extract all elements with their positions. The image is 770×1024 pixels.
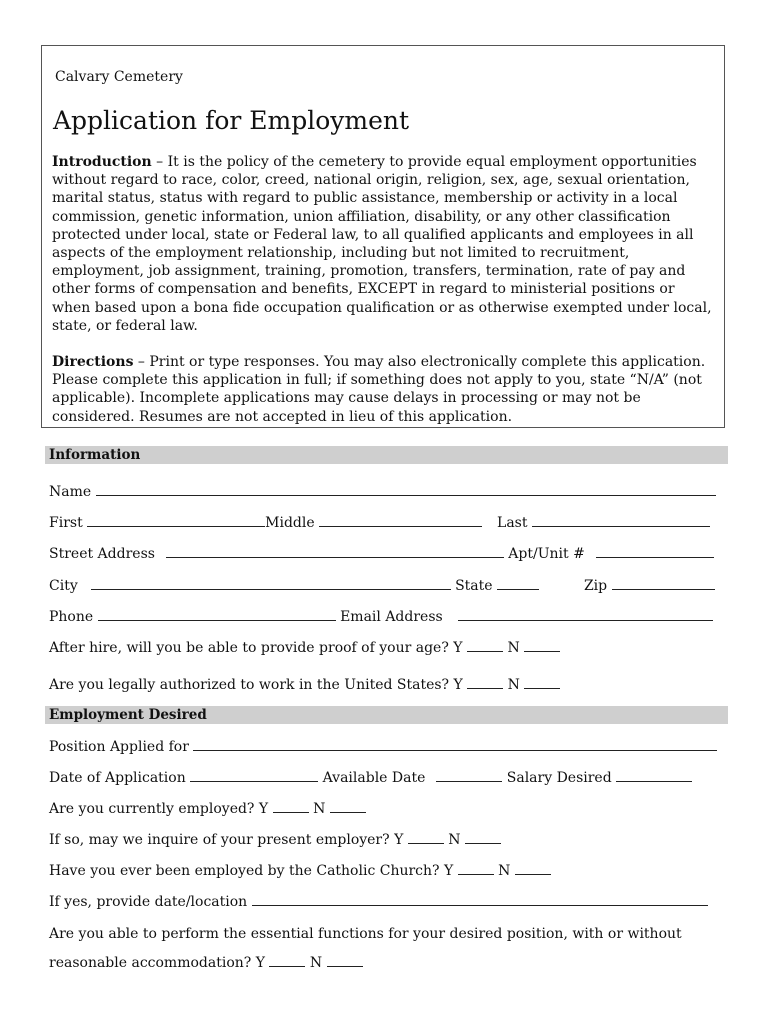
street-label: Street Address <box>49 546 155 562</box>
no-label: N <box>498 863 511 879</box>
city-row <box>49 577 715 594</box>
middle-label: Middle <box>265 515 315 531</box>
address-row <box>49 545 714 562</box>
inquire-employer-question: If so, may we inquire of your present employer? <box>49 832 390 848</box>
auth-yes-field[interactable] <box>467 676 503 689</box>
inquire-yes-field[interactable] <box>408 831 444 844</box>
yes-label: Y <box>453 640 463 656</box>
work-authorization-row <box>49 676 560 693</box>
currently-employed-question: Are you currently employed? <box>49 801 255 817</box>
apt-unit-field[interactable] <box>596 545 714 558</box>
first-name-field[interactable] <box>87 514 265 527</box>
introduction-paragraph <box>52 153 712 335</box>
work-authorization-question: Are you legally authorized to work in the United States? <box>49 677 450 693</box>
yes-label: Y <box>444 863 454 879</box>
date-location-row <box>49 893 708 910</box>
accommodation-no-field[interactable] <box>327 954 363 967</box>
phone-label: Phone <box>49 609 94 625</box>
essential-functions-question: Are you able to perform the essential functions for your desired position, with or without <box>49 926 682 942</box>
yes-label: Y <box>453 677 463 693</box>
no-label: N <box>507 677 520 693</box>
zip-field[interactable] <box>612 577 715 590</box>
no-label: N <box>507 640 520 656</box>
essential-functions-row-2 <box>49 954 363 971</box>
yes-label: Y <box>394 832 404 848</box>
age-no-field[interactable] <box>524 639 560 652</box>
header-box <box>41 45 725 428</box>
name-row <box>49 483 716 500</box>
email-field[interactable] <box>458 608 713 621</box>
directions-paragraph <box>52 353 712 426</box>
state-label: State <box>455 578 493 594</box>
employed-no-field[interactable] <box>330 800 366 813</box>
available-date-field[interactable] <box>436 769 502 782</box>
salary-label: Salary Desired <box>506 770 612 786</box>
no-label: N <box>309 955 323 971</box>
inquire-no-field[interactable] <box>465 831 501 844</box>
position-label: Position Applied for <box>49 739 189 755</box>
street-address-field[interactable] <box>166 545 504 558</box>
essential-functions-row-1 <box>49 926 682 942</box>
dates-row <box>49 769 692 786</box>
email-label: Email Address <box>340 609 443 625</box>
form-title: Application for Employment <box>53 106 410 135</box>
proof-of-age-question: After hire, will you be able to provide proof of your age? <box>49 640 449 656</box>
section-employment-desired: Employment Desired <box>45 706 728 724</box>
yes-label: Y <box>258 801 269 817</box>
no-label: N <box>448 832 461 848</box>
position-field[interactable] <box>193 738 717 751</box>
available-date-label: Available Date <box>322 770 426 786</box>
introduction-label: Introduction <box>52 154 152 170</box>
application-date-label: Date of Application <box>49 770 186 786</box>
position-row <box>49 738 717 755</box>
zip-label: Zip <box>583 578 608 594</box>
employed-yes-field[interactable] <box>273 800 309 813</box>
reasonable-accommodation-question: reasonable accommodation? <box>49 955 252 971</box>
section-information: Information <box>45 446 728 464</box>
directions-text: – Print or type responses. You may also electronically complete this application. Please complete this application in full; if something does not apply to you, state “N/A” (not applicable). Incomplete applications may cause delays in processing or may not be considered. Resumes are not accepted in lieu of this application. <box>52 354 706 425</box>
proof-of-age-row <box>49 639 560 656</box>
introduction-text: – It is the policy of the cemetery to provide equal employment opportunities without regard to race, color, creed, national origin, religion, sex, age, sexual orientation, marital status, status with regard to public assistance, membership or activity in a local commission, genetic information, union affiliation, disability, or any other classification protected under local, state or Federal law, to all qualified applicants and employees in all aspects of the employment relationship, including but not limited to recruitment, employment, job assignment, training, promotion, transfers, termination, rate of pay and other forms of compensation and benefits, EXCEPT in regard to ministerial positions or when based upon a bona fide occupation qualification or as otherwise exempted under local, state, or federal law. <box>52 154 712 334</box>
date-location-label: If yes, provide date/location <box>49 894 248 910</box>
age-yes-field[interactable] <box>467 639 503 652</box>
currently-employed-row <box>49 800 366 817</box>
directions-label: Directions <box>52 354 134 370</box>
apt-label: Apt/Unit # <box>508 546 585 562</box>
contact-row <box>49 608 713 625</box>
last-name-field[interactable] <box>532 514 710 527</box>
catholic-church-question: Have you ever been employed by the Catholic Church? <box>49 863 440 879</box>
application-date-field[interactable] <box>190 769 318 782</box>
organization-name: Calvary Cemetery <box>55 69 183 85</box>
name-label: Name <box>49 484 92 500</box>
city-label: City <box>49 578 78 594</box>
catholic-yes-field[interactable] <box>458 862 494 875</box>
date-location-field[interactable] <box>252 893 708 906</box>
salary-field[interactable] <box>616 769 692 782</box>
city-field[interactable] <box>91 577 451 590</box>
state-field[interactable] <box>497 577 539 590</box>
no-label: N <box>313 801 326 817</box>
middle-name-field[interactable] <box>319 514 482 527</box>
inquire-employer-row <box>49 831 501 848</box>
last-label: Last <box>497 515 528 531</box>
name-parts-row <box>49 514 710 531</box>
catholic-no-field[interactable] <box>515 862 551 875</box>
first-label: First <box>49 515 83 531</box>
yes-label: Y <box>255 955 265 971</box>
catholic-church-row <box>49 862 551 879</box>
accommodation-yes-field[interactable] <box>269 954 305 967</box>
auth-no-field[interactable] <box>524 676 560 689</box>
name-field[interactable] <box>96 483 716 496</box>
phone-field[interactable] <box>98 608 336 621</box>
